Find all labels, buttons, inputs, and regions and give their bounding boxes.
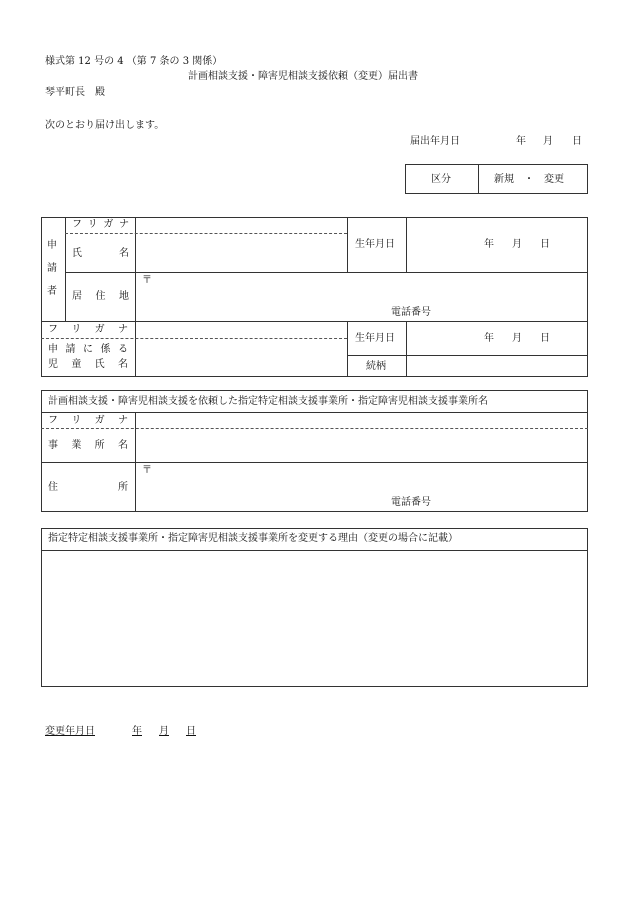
child-birthdate-right-divider [406, 321, 407, 377]
applicant-furigana-line [65, 233, 347, 234]
office-heading-bottom-line [41, 412, 588, 413]
category-options[interactable]: 新規 ・ 変更 [494, 174, 564, 185]
reason-heading-bottom-line [41, 550, 588, 551]
office-furigana-label: フ リ ガ ナ [48, 415, 128, 426]
form-title: 計画相談支援・障害児相談支援依頼（変更）届出書 [188, 71, 418, 82]
applicant-birth-year: 年 [484, 239, 494, 250]
child-birth-year: 年 [484, 333, 494, 344]
submission-date-label: 届出年月日 [410, 136, 460, 147]
child-furigana-label: フ リ ガ ナ [48, 324, 128, 335]
office-phone-label: 電話番号 [391, 497, 431, 508]
form-number: 様式第 12 号の 4 （第 7 条の 3 関係） [45, 56, 223, 67]
applicant-birth-month: 月 [512, 239, 522, 250]
child-name-label-line1: 申 請 に 係 る [48, 344, 128, 355]
child-birth-month: 月 [512, 333, 522, 344]
applicant-birth-day: 日 [540, 239, 550, 250]
category-label: 区分 [431, 174, 451, 185]
office-table [41, 390, 588, 512]
addressee: 琴平町長 殿 [45, 87, 105, 98]
child-relationship-label: 続柄 [366, 361, 386, 372]
applicant-label-char-2: 請 [47, 263, 57, 274]
applicant-section-bottom-line [41, 321, 588, 322]
label-column-divider [135, 217, 136, 377]
submission-date-day: 日 [572, 136, 582, 147]
reason-text-area[interactable] [43, 552, 586, 685]
submission-date-year: 年 [516, 136, 526, 147]
child-birth-day: 日 [540, 333, 550, 344]
applicant-label-char-3: 者 [47, 286, 57, 297]
applicant-phone-label: 電話番号 [391, 307, 431, 318]
change-date-label: 変更年月日 [45, 726, 95, 737]
applicant-name-label: 氏 名 [72, 248, 129, 259]
intro-text: 次のとおり届け出します。 [45, 120, 165, 131]
office-heading: 計画相談支援・障害児相談支援を依頼した指定特定相談支援事業所・指定障害児相談支援事業所名 [48, 396, 488, 407]
change-date-year: 年 [132, 726, 142, 737]
change-date-month: 月 [159, 726, 169, 737]
office-address-label: 住 所 [48, 482, 128, 493]
child-birthdate-bottom-line [347, 355, 588, 356]
reason-heading: 指定特定相談支援事業所・指定障害児相談支援事業所を変更する理由（変更の場合に記載） [48, 533, 458, 544]
applicant-name-bottom-line [65, 272, 588, 273]
applicant-label-char-1: 申 [47, 240, 57, 251]
submission-date-month: 月 [543, 136, 553, 147]
office-name-bottom-line [41, 462, 588, 463]
applicant-postal-mark: 〒 [142, 275, 152, 286]
child-furigana-line [41, 338, 347, 339]
child-birthdate-left-divider [347, 321, 348, 377]
birthdate-left-divider [347, 217, 348, 272]
category-divider [478, 164, 479, 194]
office-name-label: 事 業 所 名 [48, 440, 128, 451]
applicant-birthdate-label: 生年月日 [355, 239, 395, 250]
office-postal-mark: 〒 [142, 465, 152, 476]
applicant-furigana-label: フ リ ガ ナ [72, 219, 129, 230]
change-date-line [45, 727, 196, 737]
birthdate-right-divider [406, 217, 407, 272]
applicant-address-label: 居 住 地 [72, 291, 129, 302]
child-birthdate-label: 生年月日 [355, 333, 395, 344]
change-date-day: 日 [186, 726, 196, 737]
child-name-label-line2: 児 童 氏 名 [48, 359, 128, 370]
office-furigana-line [41, 428, 588, 429]
